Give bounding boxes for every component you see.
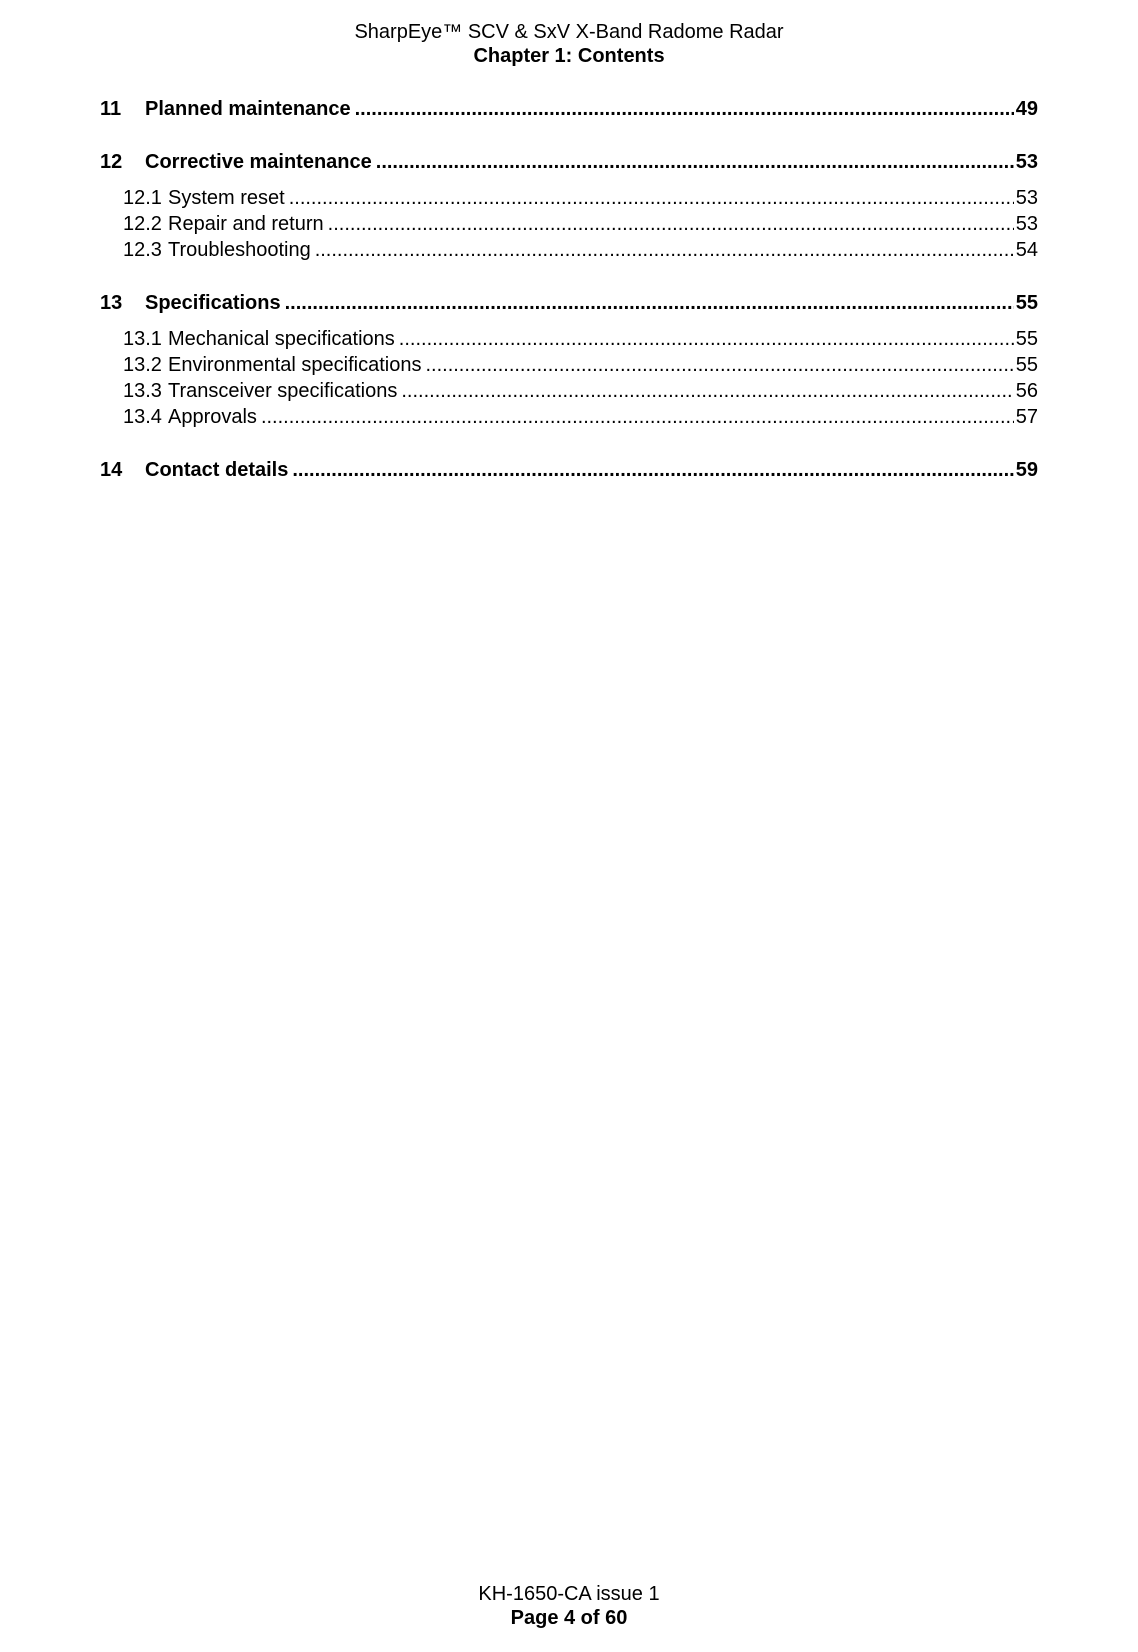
toc-dot-leader — [292, 457, 1013, 483]
toc-entry-number: 13.2 — [123, 354, 162, 376]
toc-dot-leader — [315, 237, 1014, 263]
page-footer — [0, 1582, 1138, 1630]
toc-entry[interactable] — [100, 352, 1038, 378]
toc-entry[interactable] — [100, 404, 1038, 430]
toc-entry-page: 57 — [1015, 406, 1038, 428]
toc-entry-page: 54 — [1015, 239, 1038, 261]
toc-entry-number: 12 — [100, 151, 123, 173]
toc-entry[interactable] — [100, 149, 1038, 175]
table-of-contents — [100, 96, 1038, 483]
toc-entry[interactable] — [100, 185, 1038, 211]
toc-entry[interactable] — [100, 211, 1038, 237]
chapter-title: Chapter 1: Contents — [473, 45, 665, 67]
toc-dot-leader — [355, 96, 1014, 122]
toc-entry-page: 56 — [1015, 380, 1038, 402]
document-title: SharpEye™ SCV & SxV X-Band Radome Radar — [354, 21, 784, 43]
toc-entry-title: Approvals — [168, 406, 257, 428]
toc-dot-leader — [376, 149, 1014, 175]
toc-entry-title: Troubleshooting — [168, 239, 311, 261]
page-number: Page 4 of 60 — [510, 1607, 628, 1629]
toc-entry-number: 12.1 — [123, 187, 162, 209]
toc-entry[interactable] — [100, 237, 1038, 263]
toc-entry-number: 13.1 — [123, 328, 162, 350]
toc-entry[interactable] — [100, 378, 1038, 404]
toc-entry[interactable] — [100, 457, 1038, 483]
toc-entry-page: 53 — [1015, 213, 1038, 235]
toc-entry-page: 59 — [1015, 459, 1038, 481]
toc-dot-leader — [289, 185, 1014, 211]
toc-dot-leader — [261, 404, 1014, 430]
toc-entry-number: 13 — [100, 292, 123, 314]
toc-entry-number: 12.3 — [123, 239, 162, 261]
toc-entry-page: 55 — [1015, 354, 1038, 376]
toc-entry[interactable] — [100, 96, 1038, 122]
toc-entry-title: Corrective maintenance — [145, 151, 372, 173]
toc-entry-page: 49 — [1015, 98, 1038, 120]
toc-entry[interactable] — [100, 326, 1038, 352]
toc-dot-leader — [285, 290, 1014, 316]
toc-entry-page: 53 — [1015, 187, 1038, 209]
toc-entry-page: 53 — [1015, 151, 1038, 173]
toc-entry[interactable] — [100, 290, 1038, 316]
toc-entry-title: Environmental specifications — [168, 354, 422, 376]
toc-entry-number: 14 — [100, 459, 123, 481]
toc-entry-title: Repair and return — [168, 213, 324, 235]
toc-entry-title: Transceiver specifications — [168, 380, 398, 402]
toc-entry-page: 55 — [1015, 328, 1038, 350]
toc-entry-title: Planned maintenance — [145, 98, 351, 120]
toc-entry-title: System reset — [168, 187, 285, 209]
toc-entry-title: Mechanical specifications — [168, 328, 395, 350]
toc-dot-leader — [401, 378, 1013, 404]
toc-dot-leader — [425, 352, 1013, 378]
toc-entry-page: 55 — [1015, 292, 1038, 314]
document-id: KH-1650-CA issue 1 — [478, 1583, 660, 1605]
toc-entry-number: 12.2 — [123, 213, 162, 235]
toc-entry-number: 11 — [100, 98, 122, 120]
toc-entry-number: 13.4 — [123, 406, 162, 428]
toc-dot-leader — [399, 326, 1014, 352]
page-header — [0, 20, 1138, 68]
toc-dot-leader — [328, 211, 1014, 237]
toc-entry-title: Specifications — [145, 292, 281, 314]
toc-entry-title: Contact details — [145, 459, 289, 481]
toc-entry-number: 13.3 — [123, 380, 162, 402]
